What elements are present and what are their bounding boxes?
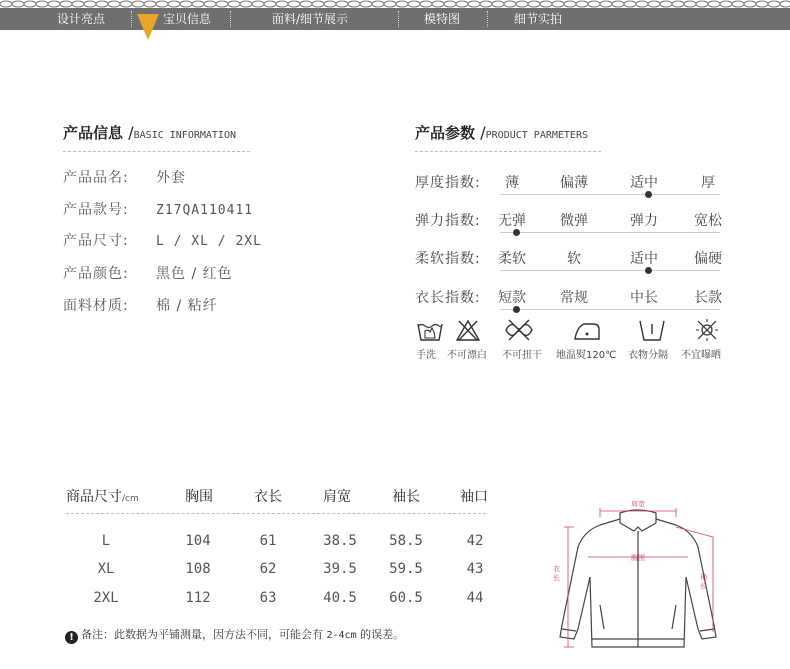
nav-item-detail-photos[interactable]: 细节实拍 [514, 12, 563, 26]
divider [415, 151, 601, 152]
chain-link [180, 1, 192, 7]
param-level-dot [513, 306, 520, 313]
chain-link [168, 1, 180, 7]
size-table-header-shoulder: 肩宽 [323, 489, 351, 505]
product-info-heading: 产品信息 /BASIC INFORMATION [63, 123, 236, 142]
jacket-length-label: 衣长 [553, 565, 560, 582]
size-table-cell: 58.5 [389, 533, 423, 549]
chain-link [696, 1, 708, 7]
chain-link [288, 1, 300, 7]
size-table-size-cell: 2XL [93, 590, 119, 606]
param-option: 薄 [505, 175, 519, 191]
info-label: 产品颜色: [63, 266, 129, 282]
chain-link [108, 1, 120, 7]
info-value: 外套 [156, 170, 186, 186]
nav-chain-pattern [0, 0, 790, 8]
chain-link [504, 1, 516, 7]
measurement-note [65, 626, 404, 644]
note-text: 备注：此数据为平铺测量，因方法不同，可能会有 [81, 628, 327, 641]
info-value: Z17QA110411 [156, 203, 254, 218]
chain-link [0, 1, 12, 7]
chain-link [144, 1, 156, 7]
size-table-cell: 38.5 [323, 533, 357, 549]
info-row-material [63, 295, 218, 315]
chain-link [588, 1, 600, 7]
chain-link [300, 1, 312, 7]
chain-link [120, 1, 132, 7]
info-row-size [63, 230, 262, 250]
unit-label: /cm [122, 494, 139, 504]
chain-link [480, 1, 492, 7]
nav-divider [131, 11, 132, 27]
nav-divider [398, 11, 399, 27]
note-text-end: 的误差。 [356, 628, 405, 641]
warning-icon: ! [65, 631, 78, 644]
low-iron-icon [572, 318, 602, 342]
size-table-cell: 39.5 [323, 561, 357, 577]
note-range: 2-4cm [326, 630, 357, 641]
top-nav [0, 0, 790, 30]
chain-link [240, 1, 252, 7]
param-label: 弹力指数: [415, 213, 481, 229]
chain-link [384, 1, 396, 7]
chain-link [708, 1, 720, 7]
chain-link [24, 1, 36, 7]
nav-bar [0, 8, 790, 30]
size-table-cell: 61 [259, 533, 277, 549]
chain-link [156, 1, 168, 7]
product-params-heading: 产品参数 /PRODUCT PARMETERS [415, 123, 588, 142]
hand-wash-icon [415, 318, 445, 342]
size-table-header-chest: 胸围 [185, 489, 213, 505]
chain-link [84, 1, 96, 7]
care-label: 手洗 [416, 350, 436, 361]
size-table-cell: 112 [185, 590, 211, 606]
chain-link [204, 1, 216, 7]
chain-link [408, 1, 420, 7]
param-level-dot [645, 191, 652, 198]
chain-link [468, 1, 480, 7]
jacket-shoulder-label: 肩宽 [631, 500, 645, 508]
divider [63, 151, 250, 152]
chain-link [324, 1, 336, 7]
chain-link [528, 1, 540, 7]
header-text: 商品尺寸 [66, 489, 122, 505]
param-label: 柔软指数: [415, 251, 481, 267]
jacket-sleeve-label: 袖长 [700, 573, 707, 590]
info-label: 面料材质: [63, 298, 129, 314]
no-bleach-icon [453, 318, 483, 342]
size-table-cell: 43 [466, 561, 484, 577]
wash-separately-icon [637, 318, 667, 342]
info-label: 产品尺寸: [63, 233, 129, 249]
jacket-measurement-diagram [548, 497, 728, 652]
chain-link [72, 1, 84, 7]
chain-link [672, 1, 684, 7]
chain-link [780, 1, 790, 7]
size-table-header-cuff: 袖口 [460, 489, 488, 505]
param-option: 微弹 [560, 213, 588, 229]
chain-link [636, 1, 648, 7]
chain-link [552, 1, 564, 7]
nav-divider [487, 11, 488, 27]
size-table-size-cell: XL [97, 561, 115, 577]
chain-link [648, 1, 660, 7]
chain-link [360, 1, 372, 7]
chain-link [624, 1, 636, 7]
size-table-header-length: 衣长 [254, 489, 282, 505]
product-info-subtitle: BASIC INFORMATION [133, 130, 236, 141]
size-table-cell: 62 [259, 561, 277, 577]
info-value: L / XL / 2XL [156, 234, 262, 249]
param-option: 短款 [498, 290, 526, 306]
nav-item-product-info[interactable]: 宝贝信息 [163, 12, 212, 26]
chain-link [48, 1, 60, 7]
param-option: 常规 [560, 290, 588, 306]
chain-link [768, 1, 780, 7]
chain-link [36, 1, 48, 7]
chain-link [12, 1, 24, 7]
param-level-dot [513, 229, 520, 236]
size-table-cell: 104 [185, 533, 211, 549]
chain-link [420, 1, 432, 7]
param-option: 偏薄 [560, 175, 588, 191]
chain-link [216, 1, 228, 7]
chain-link [264, 1, 276, 7]
chain-link [348, 1, 360, 7]
chain-link [540, 1, 552, 7]
product-params-title: 产品参数 [415, 124, 476, 142]
param-option: 柔软 [498, 251, 526, 267]
no-wring-icon [504, 318, 534, 342]
size-table-cell: 44 [466, 590, 484, 606]
chain-link [492, 1, 504, 7]
care-label: 不可漂白 [447, 350, 487, 361]
care-label: 地温熨120℃ [556, 350, 617, 361]
param-level-dot [645, 267, 652, 274]
chain-link [276, 1, 288, 7]
info-value: 黑色 / 红色 [156, 266, 233, 282]
param-option: 适中 [630, 251, 658, 267]
info-row-color [63, 263, 233, 283]
chain-link [444, 1, 456, 7]
info-label: 产品品名: [63, 170, 129, 186]
chain-link [720, 1, 732, 7]
chain-link [228, 1, 240, 7]
product-params-subtitle: PRODUCT PARMETERS [485, 130, 588, 141]
chain-link [612, 1, 624, 7]
chain-link [396, 1, 408, 7]
chain-link [456, 1, 468, 7]
size-table-cell: 60.5 [389, 590, 423, 606]
chain-link [60, 1, 72, 7]
info-row-name [63, 167, 186, 187]
info-value: 棉 / 粘纤 [156, 298, 218, 314]
nav-active-pointer [137, 14, 159, 40]
param-option: 软 [567, 251, 581, 267]
nav-divider [230, 11, 231, 27]
param-option: 长款 [694, 290, 722, 306]
chain-link [96, 1, 108, 7]
chain-link [132, 1, 144, 7]
chain-link [684, 1, 696, 7]
chain-link [192, 1, 204, 7]
chain-link [744, 1, 756, 7]
param-option: 弹力 [630, 213, 658, 229]
param-option: 厚 [701, 175, 715, 191]
chain-link [756, 1, 768, 7]
chain-link [732, 1, 744, 7]
nav-item-design-highlights[interactable]: 设计亮点 [57, 12, 106, 26]
param-option: 宽松 [694, 213, 722, 229]
chain-link [312, 1, 324, 7]
param-track [500, 270, 720, 271]
info-row-style-no [63, 199, 253, 219]
care-label: 不宜曝晒 [681, 350, 721, 361]
info-label: 产品款号: [63, 202, 129, 218]
chain-link [564, 1, 576, 7]
divider [66, 513, 486, 514]
chain-link [372, 1, 384, 7]
param-track [500, 309, 720, 310]
param-track [500, 194, 720, 195]
param-option: 无弹 [498, 213, 526, 229]
param-option: 适中 [630, 175, 658, 191]
nav-item-model-photos[interactable]: 模特图 [424, 12, 461, 26]
chain-link [432, 1, 444, 7]
nav-item-fabric-details[interactable]: 面料/细节展示 [272, 12, 349, 26]
product-info-title: 产品信息 [63, 124, 124, 142]
chain-link [576, 1, 588, 7]
size-table-cell: 108 [185, 561, 211, 577]
size-table-cell: 42 [466, 533, 484, 549]
size-table-header-sleeve: 袖长 [392, 489, 420, 505]
jacket-chest-label: 胸围 [631, 554, 645, 562]
param-track [500, 232, 720, 233]
chain-link [252, 1, 264, 7]
chain-link [516, 1, 528, 7]
param-label: 厚度指数: [415, 175, 481, 191]
size-table-cell: 59.5 [389, 561, 423, 577]
size-table-header-size [66, 486, 139, 506]
param-option: 偏硬 [694, 251, 722, 267]
param-label: 衣长指数: [415, 290, 481, 306]
care-label: 衣物分隔 [628, 350, 668, 361]
size-table-cell: 63 [259, 590, 277, 606]
no-sun-icon [692, 318, 722, 342]
chain-link [600, 1, 612, 7]
size-table-cell: 40.5 [323, 590, 357, 606]
chain-link [660, 1, 672, 7]
size-table-size-cell: L [101, 533, 111, 549]
chain-link [336, 1, 348, 7]
param-option: 中长 [630, 290, 658, 306]
care-label: 不可扭干 [502, 350, 542, 361]
